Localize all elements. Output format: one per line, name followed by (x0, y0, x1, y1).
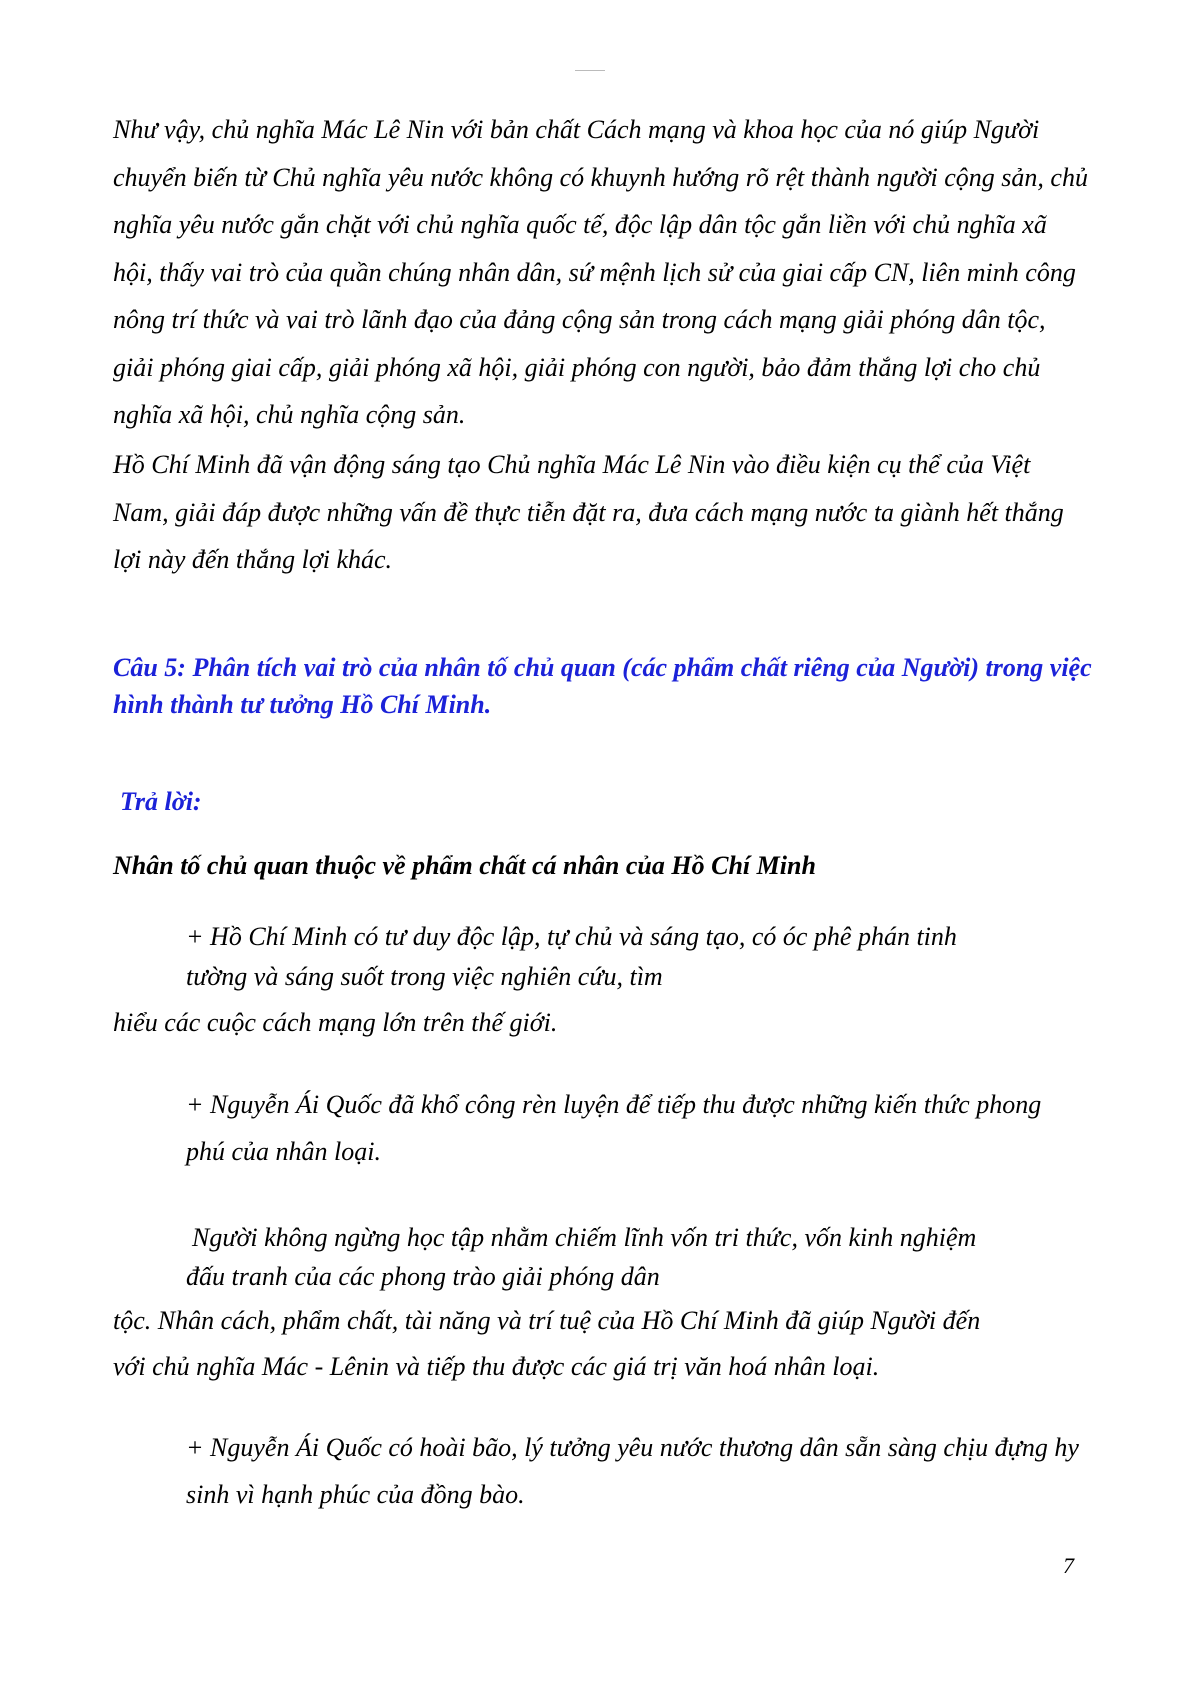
page-number: 7 (1063, 1553, 1074, 1578)
paragraph-creative-application: Hồ Chí Minh đã vận động sáng tạo Chủ nghĩa Mác Lê Nin vào điều kiện cụ thể của Việt Nam, giải đáp được những vấn đề thực tiễn đặt ra, đưa cách mạng nước ta giành hết thắng lợi này đến thắng lợi khác. (113, 450, 1064, 574)
point-3-line-3: tộc. Nhân cách, phẩm chất, tài năng và trí tuệ của Hồ Chí Minh đã giúp Người đến (113, 1306, 981, 1335)
answer-label: Trả lời: (120, 787, 202, 816)
subheading-subjective-factor: Nhân tố chủ quan thuộc về phẩm chất cá nhân của Hồ Chí Minh (113, 851, 816, 880)
point-3-line-1: Người không ngừng học tập nhằm chiếm lĩnh vốn tri thức, vốn kinh nghiệm (192, 1223, 977, 1252)
point-1-line-1: + Hồ Chí Minh có tư duy độc lập, tự chủ và sáng tạo, có óc phê phán tinh (186, 922, 957, 951)
question-5-heading: Câu 5: Phân tích vai trò của nhân tố chủ quan (các phẩm chất riêng của Người) trong việc hình thành tư tưởng Hồ Chí Minh. (113, 653, 1092, 719)
header-mark (575, 70, 605, 71)
point-3-line-4: với chủ nghĩa Mác - Lênin và tiếp thu được các giá trị văn hoá nhân loại. (113, 1352, 880, 1381)
point-2: + Nguyễn Ái Quốc đã khổ công rèn luyện để tiếp thu được những kiến thức phong phú của nhân loại. (186, 1090, 1042, 1166)
paragraph-marxism-role: Như vậy, chủ nghĩa Mác Lê Nin với bản chất Cách mạng và khoa học của nó giúp Người chuyển biến từ Chủ nghĩa yêu nước không có khuynh hướng rõ rệt thành người cộng sản, chủ nghĩa yêu nước gắn chặt với chủ nghĩa quốc tế, độc lập dân tộc gắn liền với chủ nghĩa xã hội, thấy vai trò của quần chúng nhân dân, sứ mệnh lịch sử của giai cấp CN, liên minh công nông trí thức và vai trò lãnh đạo của đảng cộng sản trong cách mạng giải phóng dân tộc, giải phóng giai cấp, giải phóng xã hội, giải phóng con người, bảo đảm thắng lợi cho chủ nghĩa xã hội, chủ nghĩa cộng sản. (113, 115, 1088, 429)
point-1-line-3: hiểu các cuộc cách mạng lớn trên thế giới. (113, 1008, 558, 1037)
point-4: + Nguyễn Ái Quốc có hoài bão, lý tưởng yêu nước thương dân sẵn sàng chịu đựng hy sinh vì hạnh phúc của đồng bào. (186, 1433, 1079, 1509)
point-3-line-2: đấu tranh của các phong trào giải phóng dân (186, 1262, 660, 1291)
point-1-line-2: tường và sáng suốt trong việc nghiên cứu, tìm (186, 962, 663, 991)
